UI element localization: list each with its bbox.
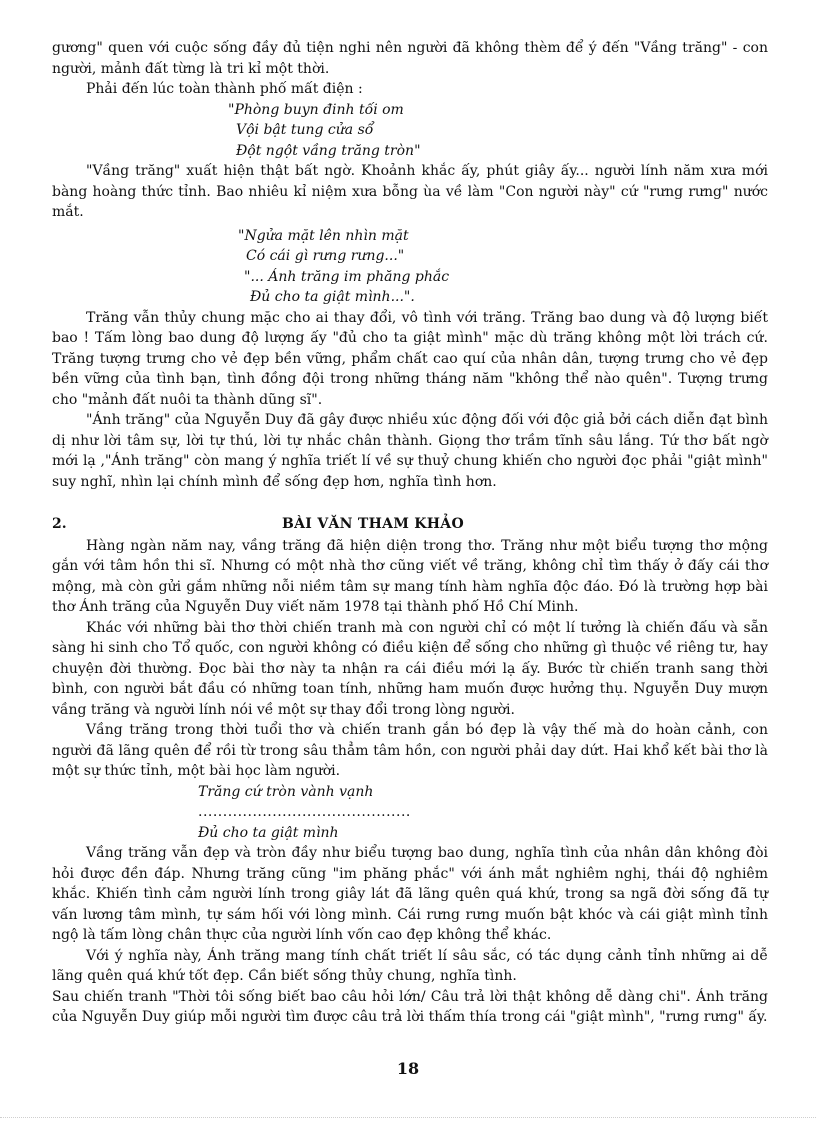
paragraph-5: "Ánh trăng" của Nguyễn Duy đã gây được nhiều xúc động đối với độc giả bởi cách diễn đạt bình dị như lời tâm sự, lời tự thú, lời tự nhắc chân thành. Giọng thơ trầm tĩnh sâu lắng. Tứ thơ bất ngờ mới lạ ,"Ánh trăng" còn mang ý nghĩa triết lí về sự thuỷ chung khiến cho người đọc phải "giật mình" suy nghĩ, nhìn lại chính mình để sống đẹp hơn, nghĩa tình hơn. [52,412,768,490]
section-number: 2. [52,516,67,532]
poem-1 [52,100,768,162]
poem-line: Đột ngột vầng trăng tròn" [236,142,421,159]
footer-divider [0,1117,816,1118]
poem-2 [52,226,768,308]
page-number: 18 [396,1059,420,1078]
section-title: BÀI VĂN THAM KHẢO [282,516,464,532]
section-paragraph-1: Hàng ngàn năm nay, vầng trăng đã hiện diện trong thơ. Trăng như một biểu tượng thơ mộng gắn với tâm hồn thi sĩ. Nhưng có một nhà thơ cũng viết về trăng, không chỉ tìm thấy ở đấy cái thơ mộng, mà còn gửi gắm những nỗi niềm tâm sự mang tính hàm nghĩa độc đáo. Đó là trường hợp bài thơ Ánh trăng của Nguyễn Duy viết năm 1978 tại thành phố Hồ Chí Minh. [52,537,768,615]
poem-line: Đủ cho ta giật mình [198,824,339,841]
section-paragraph-4: Vầng trăng vẫn đẹp và tròn đầy như biểu tượng bao dung, nghĩa tình của nhân dân không đòi hỏi được đền đáp. Nhưng trăng cũng "im phăng phắc" với ánh mắt nghiêm nghị, thái độ nghiêm khắc. Khiến tình cảm người lính trong giây lát đã lãng quên quá khứ, trong sa ngã đời sống đã tự vấn lương tâm mình, tự sám hối với lòng mình. Cái rưng rưng muốn bật khóc và cái giật mình tỉnh ngộ là tấm lòng chân thực của người lính vốn cao đẹp không thể khác. [52,845,768,943]
poem-ellipsis: ........................................... [198,804,411,820]
poem-line: "Phòng buyn đinh tối om [228,101,404,118]
poem-line: "... Ánh trăng im phăng phắc [244,268,450,285]
paragraph-1: gương" quen với cuộc sống đầy đủ tiện nghi nên người đã không thèm để ý đến "Vầng trăng" - con người, mảnh đất từng là tri kỉ một thời. [52,40,768,77]
paragraph-3: "Vầng trăng" xuất hiện thật bất ngờ. Khoảnh khắc ấy, phút giây ấy... người lính năm xưa mới bàng hoàng thức tỉnh. Bao nhiêu kỉ niệm xưa bỗng ùa về làm "Con người này" cứ "rưng rưng" nước mắt. [52,163,768,220]
section-heading [52,514,768,535]
poem-line: Vội bật tung cửa sổ [236,122,374,138]
poem-line: Đủ cho ta giật mình...". [250,289,415,305]
section-paragraph-6: Sau chiến tranh "Thời tôi sống biết bao câu hỏi lớn/ Câu trả lời thật không dễ dàng chi". Ánh trăng của Nguyễn Duy giúp mỗi người tìm được câu trả lời thấm thía trong cái "giật mình", "rưng rưng" ấy. [52,988,768,1025]
section-paragraph-5: Với ý nghĩa này, Ánh trăng mang tính chất triết lí sâu sắc, có tác dụng cảnh tỉnh những ai dễ lãng quên quá khứ tốt đẹp. Cần biết sống thủy chung, nghĩa tình. [52,947,768,984]
section-paragraph-2: Khác với những bài thơ thời chiến tranh mà con người chỉ có một lí tưởng là chiến đấu và sẵn sàng hi sinh cho Tổ quốc, con người không có điều kiện để sống cho những gì thuộc về riêng tư, hay chuyện đời thường. Đọc bài thơ này ta nhận ra cái điều mới lạ ấy. Bước từ chiến tranh sang thời bình, con người bắt đầu có những toan tính, những ham muốn được hưởng thụ. Nguyễn Duy mượn vầng trăng và người lính nói về một sự thay đổi trong lòng người. [52,619,768,718]
poem-3 [52,782,768,844]
paragraph-4: Trăng vẫn thủy chung mặc cho ai thay đổi, vô tình với trăng. Trăng bao dung và độ lượng biết bao ! Tấm lòng bao dung độ lượng ấy "đủ cho ta giật mình" mặc dù trăng không một lời trách cứ. Trăng tượng trưng cho vẻ đẹp bền vững, phẩm chất cao quí của nhân dân, tượng trưng cho vẻ đẹp bền vững của tình bạn, tình đồng đội trong những tháng năm "không thể nào quên". Tượng trưng cho "mảnh đất nuôi ta thành dũng sĩ". [52,309,768,408]
poem-line: Có cái gì rưng rưng..." [246,248,405,264]
section-paragraph-3: Vầng trăng trong thời tuổi thơ và chiến tranh gắn bó đẹp là vậy thế mà do hoàn cảnh, con người đã lãng quên để rồi từ trong sâu thẳm tâm hồn, con người phải day dứt. Hai khổ kết bài thơ là một sự thức tỉnh, một bài học làm người. [52,722,768,779]
poem-line: Trăng cứ tròn vành vạnh [198,783,374,800]
poem-line: "Ngửa mặt lên nhìn mặt [238,227,409,244]
paragraph-2: Phải đến lúc toàn thành phố mất điện : [86,81,363,97]
body-text [52,38,768,1028]
